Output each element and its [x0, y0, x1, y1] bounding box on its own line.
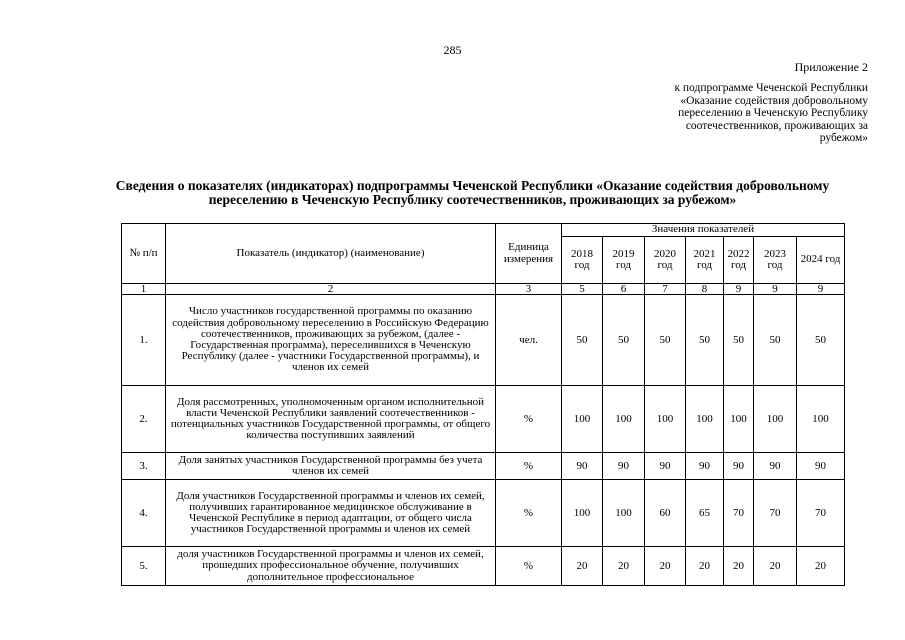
value-2018: 50	[562, 295, 603, 386]
header-year-2023: 2023 год	[754, 237, 797, 284]
indicator-name: Доля участников Государственной программы и членов их семей, получивших гарантированное медицинское обслуживание в Чеченской Республике в период адаптации, от общего числа участников Государственной программы и членов их семей	[166, 480, 496, 547]
unit-cell: %	[496, 480, 562, 547]
unit-cell: %	[496, 453, 562, 480]
unit-cell: чел.	[496, 295, 562, 386]
value-2022: 50	[724, 295, 754, 386]
column-number: 3	[496, 284, 562, 295]
value-2024: 20	[797, 547, 845, 586]
value-2018: 100	[562, 480, 603, 547]
header-num: № п/п	[122, 224, 166, 284]
column-number: 6	[603, 284, 645, 295]
column-number: 2	[166, 284, 496, 295]
value-2023: 50	[754, 295, 797, 386]
document-title: Сведения о показателях (индикаторах) подпрограммы Чеченской Республики «Оказание содействия добровольному переселению в Чеченскую Республику соотечественников, проживающих за рубежом»	[115, 178, 830, 207]
appendix-ref-line: рубежом»	[819, 132, 868, 145]
value-2020: 100	[645, 386, 686, 453]
value-2022: 100	[724, 386, 754, 453]
column-number: 1	[122, 284, 166, 295]
header-year-2019: 2019 год	[603, 237, 645, 284]
value-2021: 65	[686, 480, 724, 547]
value-2024: 70	[797, 480, 845, 547]
header-year-2022: 2022 год	[724, 237, 754, 284]
value-2021: 90	[686, 453, 724, 480]
indicator-name: Число участников государственной программы по оказанию содействия добровольному переселению в Российскую Федерацию соотечественников, проживающих за рубежом, (далее - Государственная программа), переселившихся в Чеченскую Республику (далее - участники Государственной программы), и членов их семей	[166, 295, 496, 386]
value-2020: 60	[645, 480, 686, 547]
value-2023: 70	[754, 480, 797, 547]
indicator-name: Доля рассмотренных, уполномоченным органом исполнительной власти Чеченской Республики заявлений соотечественников - потенциальных участников Государственной программы, от общего количества поступивших заявлений	[166, 386, 496, 453]
value-2018: 90	[562, 453, 603, 480]
header-year-2024: 2024 год	[797, 237, 845, 284]
value-2018: 20	[562, 547, 603, 586]
value-2019: 50	[603, 295, 645, 386]
unit-cell: %	[496, 386, 562, 453]
value-2020: 20	[645, 547, 686, 586]
value-2022: 90	[724, 453, 754, 480]
column-number: 7	[645, 284, 686, 295]
page-number: 285	[443, 43, 462, 57]
value-2019: 100	[603, 386, 645, 453]
header-year-2020: 2020 год	[645, 237, 686, 284]
value-2023: 100	[754, 386, 797, 453]
table-row	[122, 295, 845, 386]
column-number: 8	[686, 284, 724, 295]
appendix-ref-line: «Оказание содействия добровольному	[680, 94, 868, 107]
table-row	[122, 547, 845, 586]
row-number: 4.	[122, 480, 166, 547]
value-2020: 50	[645, 295, 686, 386]
value-2024: 50	[797, 295, 845, 386]
value-2023: 90	[754, 453, 797, 480]
value-2024: 100	[797, 386, 845, 453]
header-row-top	[122, 224, 845, 237]
appendix-ref-line: соотечественников, проживающих за	[685, 119, 868, 132]
row-number: 5.	[122, 547, 166, 586]
row-number: 2.	[122, 386, 166, 453]
column-number: 9	[724, 284, 754, 295]
value-2019: 100	[603, 480, 645, 547]
header-year-2021: 2021 год	[686, 237, 724, 284]
value-2021: 50	[686, 295, 724, 386]
column-number: 5	[562, 284, 603, 295]
table-row	[122, 480, 845, 547]
value-2019: 20	[603, 547, 645, 586]
column-number: 9	[797, 284, 845, 295]
appendix-ref-line: к подпрограмме Чеченской Республики	[674, 82, 868, 94]
header-indicator: Показатель (индикатор) (наименование)	[166, 224, 496, 284]
table-row	[122, 453, 845, 480]
indicator-name: Доля занятых участников Государственной программы без учета членов их семей	[166, 453, 496, 480]
column-numbers-row	[122, 284, 845, 295]
row-number: 3.	[122, 453, 166, 480]
indicator-name: доля участников Государственной программы и членов их семей, прошедших профессиональное обучение, получивших дополнительное профессиональное	[166, 547, 496, 586]
appendix-title: Приложение 2	[794, 60, 868, 74]
unit-cell: %	[496, 547, 562, 586]
value-2021: 100	[686, 386, 724, 453]
column-number: 9	[754, 284, 797, 295]
header-unit: Единица измерения	[496, 224, 562, 284]
header-values-group: Значения показателей	[562, 224, 845, 237]
value-2019: 90	[603, 453, 645, 480]
table-row	[122, 386, 845, 453]
indicators-table	[121, 223, 845, 586]
value-2020: 90	[645, 453, 686, 480]
appendix-ref-line: переселению в Чеченскую Республику	[678, 107, 868, 120]
header-year-2018: 2018 год	[562, 237, 603, 284]
value-2023: 20	[754, 547, 797, 586]
value-2024: 90	[797, 453, 845, 480]
value-2022: 20	[724, 547, 754, 586]
value-2022: 70	[724, 480, 754, 547]
appendix-reference	[628, 82, 868, 145]
value-2021: 20	[686, 547, 724, 586]
value-2018: 100	[562, 386, 603, 453]
row-number: 1.	[122, 295, 166, 386]
